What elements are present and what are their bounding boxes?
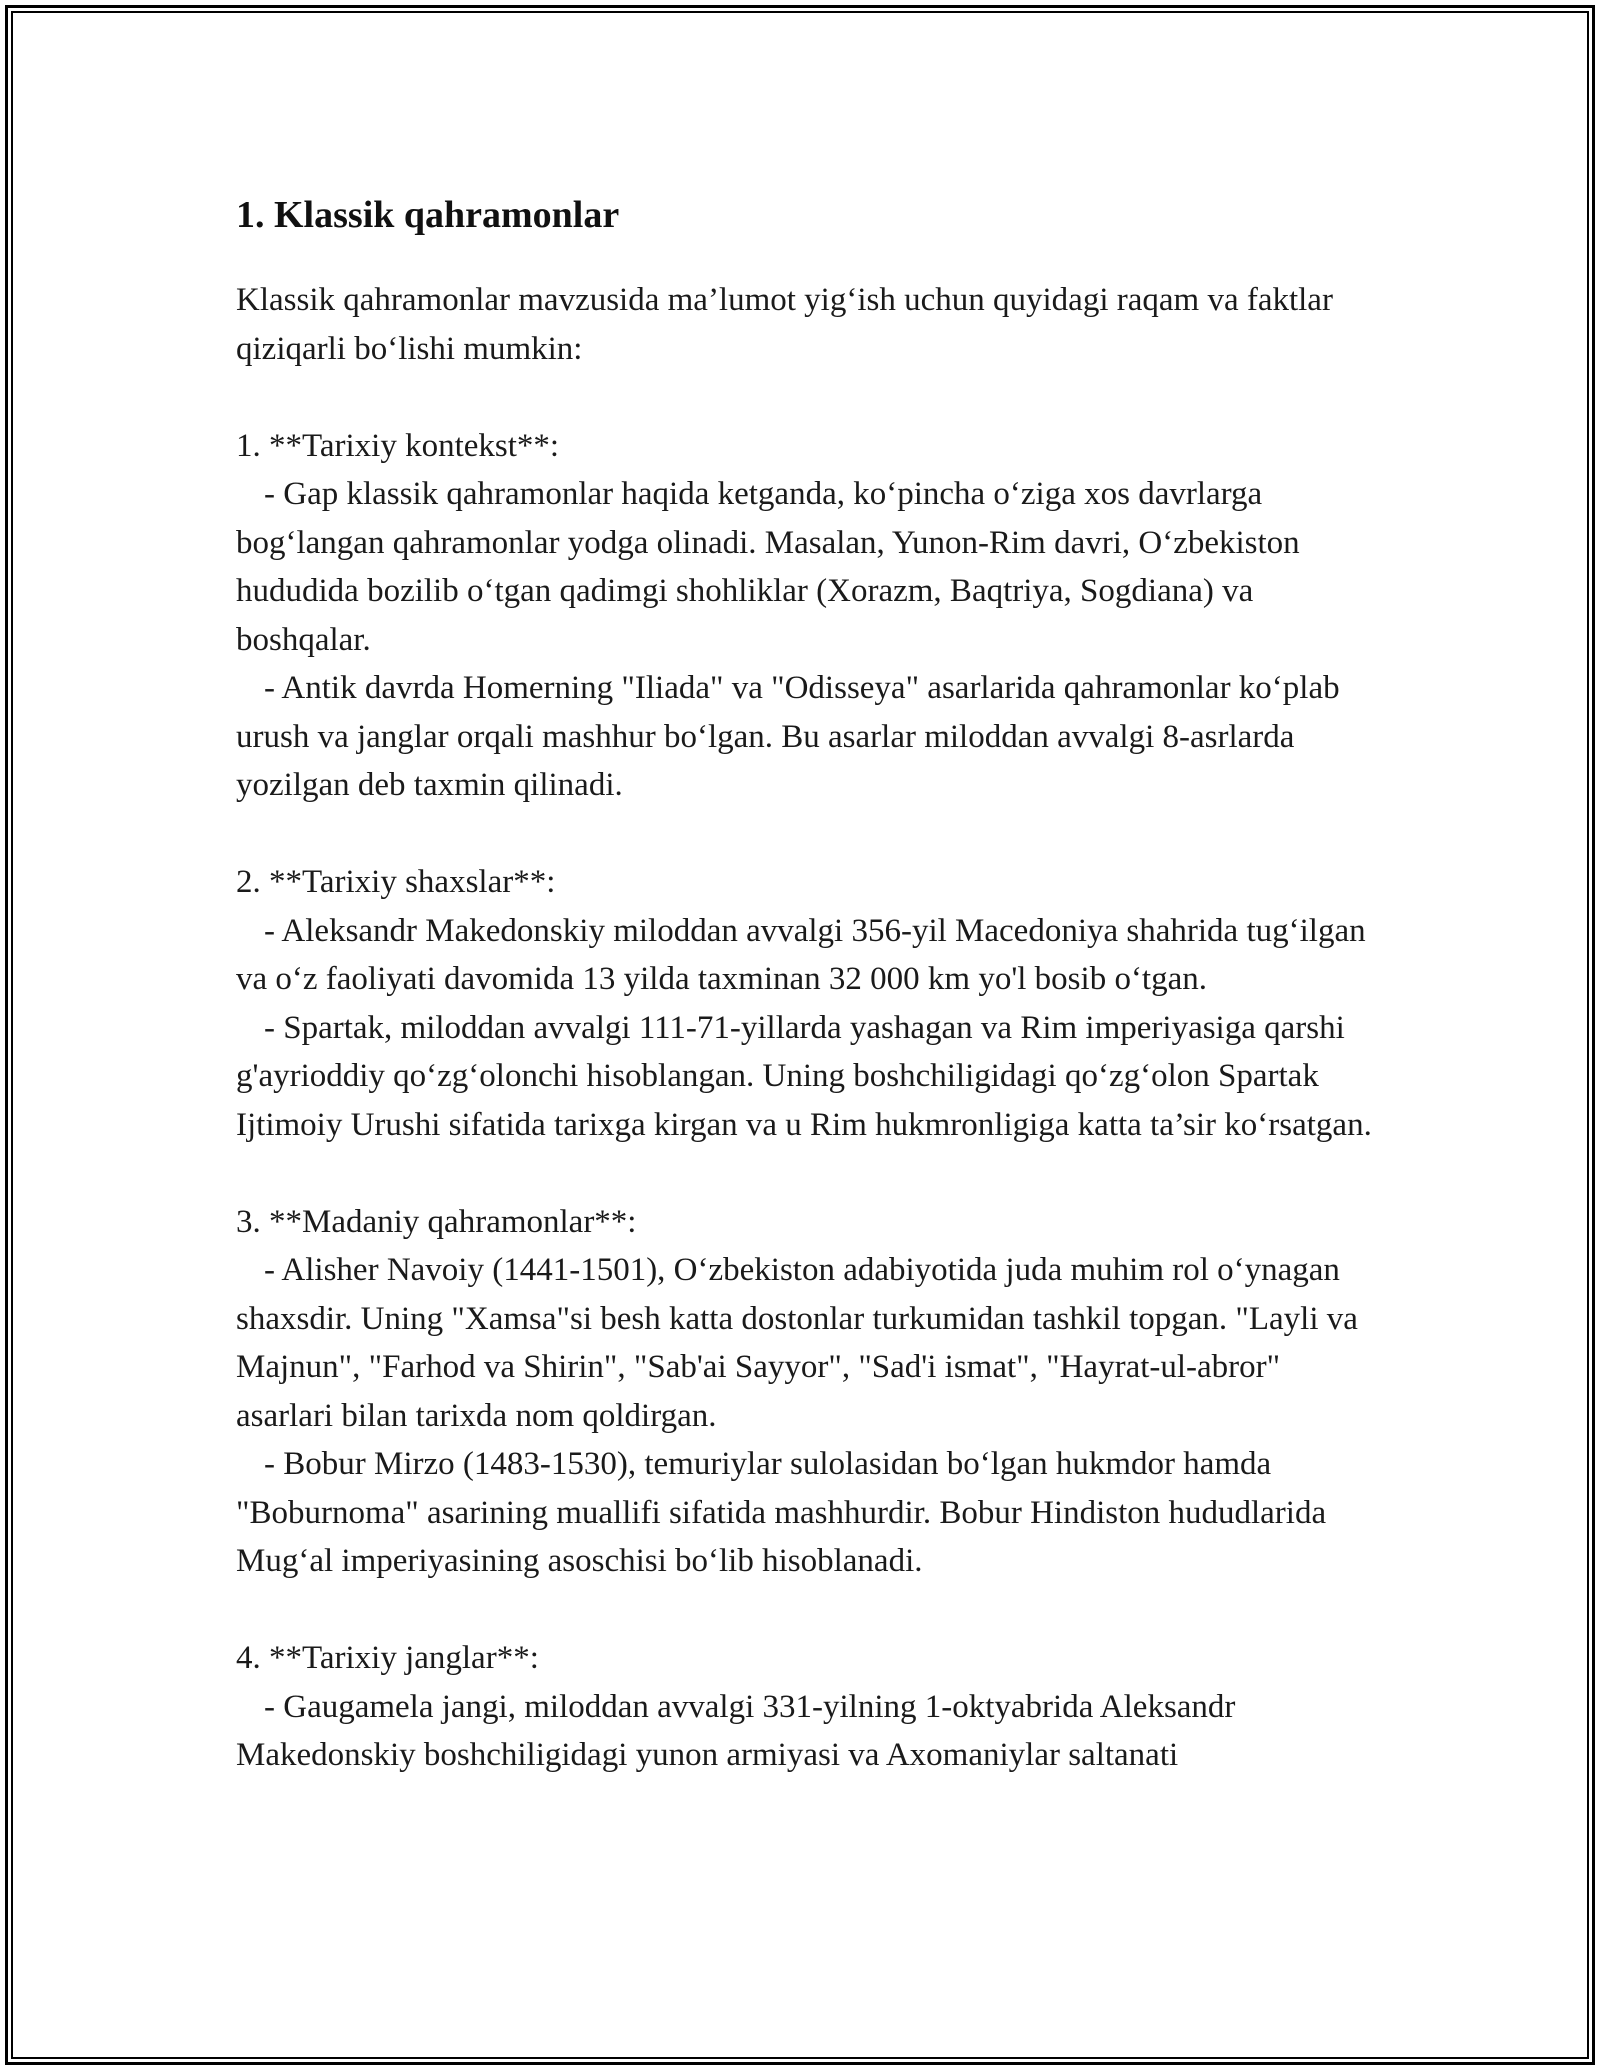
section-heading: 2. **Tarixiy shaxslar**: bbox=[236, 864, 556, 900]
document-body bbox=[236, 180, 1376, 1780]
section-bullet: - Gap klassik qahramonlar haqida ketganda, ko‘pincha o‘ziga xos davrlarga bog‘langan qahramonlar yodga olinadi. Masalan, Yunon-Rim davri, O‘zbekiston hududida bozilib o‘tgan qadimgi shohliklar (Xorazm, Baqtriya, Sogdiana) va boshqalar. bbox=[236, 476, 1300, 658]
section-cultural-heroes bbox=[236, 1198, 1376, 1586]
section-historical-context bbox=[236, 422, 1376, 810]
section-historical-battles bbox=[236, 1634, 1376, 1780]
section-heading: 3. **Madaniy qahramonlar**: bbox=[236, 1203, 637, 1240]
section-historical-figures bbox=[236, 858, 1376, 1149]
section-bullet: - Antik davrda Homerning "Iliada" va "Odisseya" asarlarida qahramonlar ko‘plab urush va janglar orqali mashhur bo‘lgan. Bu asarlar miloddan avvalgi 8-asrlarda yozilgan deb taxmin qilinadi. bbox=[236, 670, 1340, 803]
section-bullet: - Bobur Mirzo (1483-1530), temuriylar sulolasidan bo‘lgan hukmdor hamda "Boburnoma" asarining muallifi sifatida mashhurdir. Bobur Hindiston hududlarida Mug‘al imperiyasining asoschisi bo‘lib hisoblanadi. bbox=[236, 1446, 1327, 1579]
section-bullet: - Alisher Navoiy (1441-1501), O‘zbekiston adabiyotida juda muhim rol o‘ynagan shaxsdir. Uning "Xamsa"si besh katta dostonlar turkumidan tashkil topgan. "Layli va Majnun", "Farhod va Shirin", "Sab'ai Sayyor", "Sad'i ismat", "Hayrat-ul-abror" asarlari bilan tarixda nom qoldirgan. bbox=[236, 1252, 1358, 1434]
section-bullet: - Aleksandr Makedonskiy miloddan avvalgi 356-yil Macedoniya shahrida tug‘ilgan va o‘z faoliyati davomida 13 yilda taxminan 32 000 km yo'l bosib o‘tgan. bbox=[236, 912, 1366, 997]
page-title: 1. Klassik qahramonlar bbox=[236, 194, 620, 236]
section-heading: 4. **Tarixiy janglar**: bbox=[236, 1640, 539, 1676]
intro-paragraph: Klassik qahramonlar mavzusida ma’lumot yig‘ish uchun quyidagi raqam va faktlar qiziqarli bo‘lishi mumkin: bbox=[236, 282, 1333, 367]
section-bullet: - Spartak, miloddan avvalgi 111-71-yillarda yashagan va Rim imperiyasiga qarshi g'ayrioddiy qo‘zg‘olonchi hisoblangan. Uning boshchiligidagi qo‘zg‘olon Spartak Ijtimoiy Urushi sifatida tarixga kirgan va u Rim hukmronligiga katta ta’sir ko‘rsatgan. bbox=[236, 1009, 1372, 1143]
section-heading: 1. **Tarixiy kontekst**: bbox=[236, 427, 560, 464]
section-bullet: - Gaugamela jangi, miloddan avvalgi 331-yilning 1-oktyabrida Aleksandr Makedonskiy boshchiligidagi yunon armiyasi va Axomaniylar saltanati bbox=[236, 1688, 1236, 1773]
